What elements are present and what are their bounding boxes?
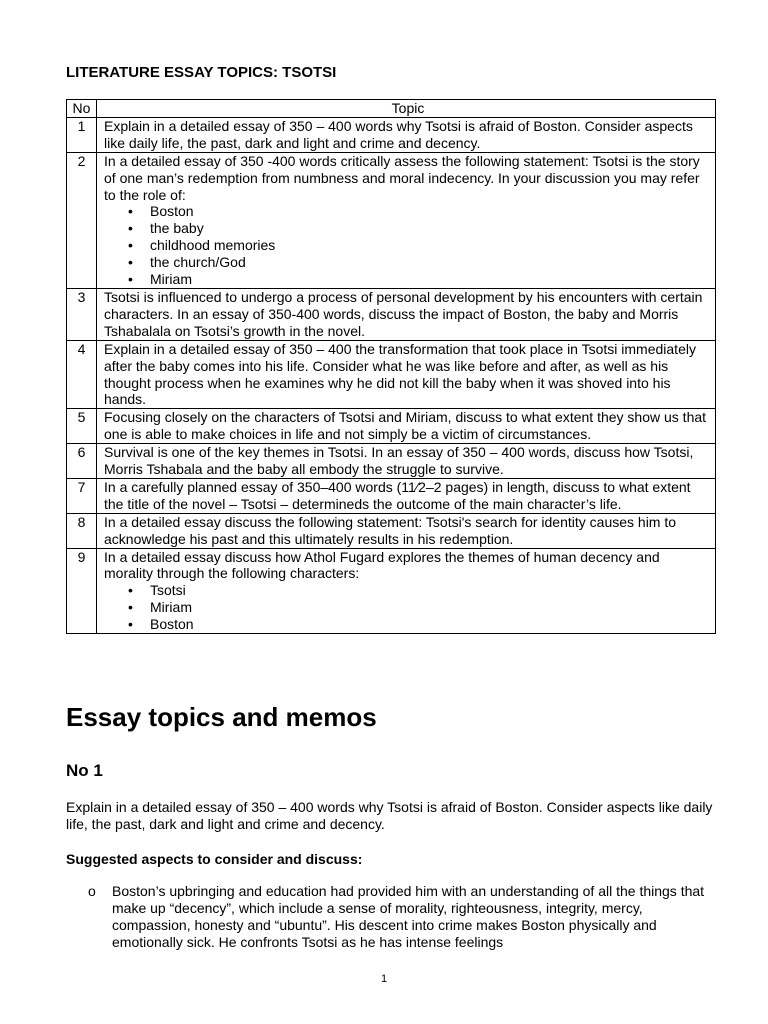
topic-text: Explain in a detailed essay of 350 – 400 words why Tsotsi is afraid of Boston. Consider aspects like daily life, the past, dark and light and crime and decency. [104,117,693,151]
topic-number-heading: No 1 [66,761,103,780]
topic-bullet-item: • Tsotsi [150,582,712,599]
aspect-bullet-marker: o [88,883,96,899]
table-row [67,409,716,444]
topic-number-cell: 6 [67,444,97,479]
table-row [67,513,716,548]
topic-bullet-item: • the baby [150,220,712,237]
aspect-text: Boston’s upbringing and education had provided him with an understanding of all the things that make up “decency”, which include a sense of morality, righteousness, integrity, mercy, compassion, honesty and “ubuntu”. His descent into crime makes Boston physically and emotionally sick. He confronts Tsotsi as he has intense feelings [112,883,705,950]
topic-bullet-item: • Miriam [150,599,712,616]
topic-text: In a detailed essay discuss the following statement: Tsotsi's search for identity causes him to acknowledge his past and this ultimately results in his redemption. [104,513,677,547]
topic-bullet-item: • Miriam [150,271,712,288]
topic-text-cell [97,288,716,340]
topic-text: In a detailed essay discuss how Athol Fugard explores the themes of human decency and morality through the following characters: [104,548,660,582]
topic-text: Tsotsi is influenced to undergo a process of personal development by his encounters with certain characters. In an essay of 350-400 words, discuss the impact of Boston, the baby and Morris Tshabalala on Tsotsi’s growth in the novel. [104,288,703,339]
topic-text-cell [97,152,716,288]
column-header-no: No [67,100,97,118]
topic-number-cell: 3 [67,288,97,340]
topic-text-cell [97,478,716,513]
topic-text: Explain in a detailed essay of 350 – 400 the transformation that took place in Tsotsi immediately after the baby comes into his life. Consider what he was like before and after, as well as his thought process when he examines why he did not kill the baby when it was shoved into his hands. [104,340,696,408]
topic-bullet-list [104,582,712,633]
aspects-label: Suggested aspects to consider and discuss: [66,851,363,867]
table-row [67,117,716,152]
topic-number-cell: 9 [67,548,97,634]
topic-text: In a carefully planned essay of 350–400 words (11⁄2–2 pages) in length, discuss to what extent the title of the novel – Tsotsi – determineds the outcome of the main character’s life. [104,478,691,512]
table-row [67,340,716,409]
aspect-item [88,883,712,951]
topic-bullet-list [104,203,712,288]
topic-text-cell [97,444,716,479]
topic-text: Focusing closely on the characters of Tsotsi and Miriam, discuss to what extent they show us that one is able to make choices in life and not simply be a victim of circumstances. [104,409,707,443]
topic-number-cell: 2 [67,152,97,288]
aspects-list [88,883,712,951]
topic-bullet-item: • Boston [150,203,712,220]
document-title: LITERATURE ESSAY TOPICS: TSOTSI [66,64,337,81]
topic-text-cell [97,548,716,634]
topic-text-cell [97,117,716,152]
topic-bullet-item: • childhood memories [150,237,712,254]
topic-text-cell [97,340,716,409]
topic-number-cell: 5 [67,409,97,444]
topic-number-cell: 7 [67,478,97,513]
topics-table [66,99,716,634]
topic-number-cell: 1 [67,117,97,152]
topic-bullet-item: • Boston [150,616,712,633]
table-row [67,548,716,634]
topic-text: Survival is one of the key themes in Tsotsi. In an essay of 350 – 400 words, discuss how Tsotsi, Morris Tshabala and the baby all embody the struggle to survive. [104,444,694,478]
topic-text-cell [97,409,716,444]
table-header-row [67,100,716,118]
topic-bullet-item: • the church/God [150,254,712,271]
topic-question-paragraph: Explain in a detailed essay of 350 – 400 words why Tsotsi is afraid of Boston. Consider aspects like daily life, the past, dark and light and crime and decency. [66,799,713,832]
column-header-topic: Topic [97,100,716,118]
section-heading: Essay topics and memos [66,702,377,732]
topic-number-cell: 4 [67,340,97,409]
topic-number-cell: 8 [67,513,97,548]
topic-text: In a detailed essay of 350 -400 words critically assess the following statement: Tsotsi is the story of one man’s redemption from numbness and moral indecency. In your discussion you may refer to the role of: [104,152,700,203]
table-row [67,478,716,513]
table-row [67,152,716,288]
page-number: 1 [380,973,388,985]
topics-table-body [67,117,716,633]
table-row [67,288,716,340]
table-row [67,444,716,479]
topic-text-cell [97,513,716,548]
